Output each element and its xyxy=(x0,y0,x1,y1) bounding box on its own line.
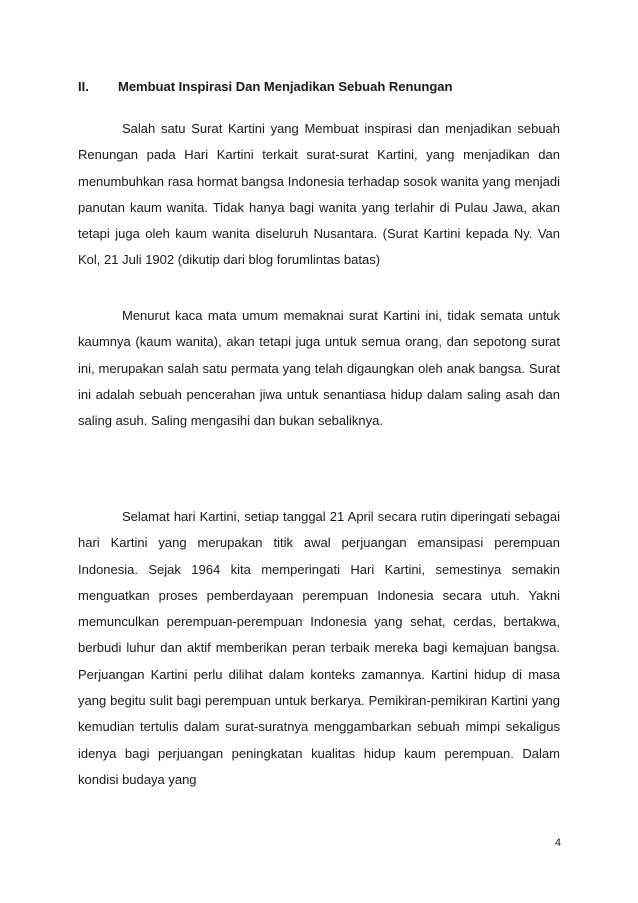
page-number: 4 xyxy=(554,837,561,849)
paragraph-1 xyxy=(78,116,560,274)
paragraph-3 xyxy=(78,504,560,793)
paragraph-text: Selamat hari Kartini, setiap tanggal 21 April secara rutin diperingati sebagai hari Kartini yang merupakan titik awal perjuangan emansipasi perempuan Indonesia. Sejak 1964 kita memperingati Hari Kartini, semestinya semakin menguatkan proses pemberdayaan perempuan Indonesia secara utuh. Yakni memunculkan perempuan-perempuan Indonesia yang sehat, cerdas, bertakwa, berbudi luhur dan aktif memberikan peran terbaik mereka bagi kemajuan bangsa. Perjuangan Kartini perlu dilihat dalam konteks zamannya. Kartini hidup di masa yang begitu sulit bagi perempuan untuk berkarya. Pemikiran-pemikiran Kartini yang kemudian tertulis dalam surat-suratnya menggambarkan sebuah mimpi sekaligus idenya bagi perjuangan peningkatan kualitas hidup kaum perempuan. Dalam kondisi budaya yang xyxy=(78,509,560,787)
paragraph-text: Menurut kaca mata umum memaknai surat Kartini ini, tidak semata untuk kaumnya (kaum wanita), akan tetapi juga untuk semua orang, dan sepotong surat ini, merupakan salah satu permata yang telah digaungkan oleh anak bangsa. Surat ini adalah sebuah pencerahan jiwa untuk senantiasa hidup dalam saling asah dan saling asuh. Saling mengasihi dan bukan sebaliknya. xyxy=(78,308,560,429)
section-heading xyxy=(78,79,452,94)
paragraph-text: Salah satu Surat Kartini yang Membuat inspirasi dan menjadikan sebuah Renungan pada Hari Kartini terkait surat-surat Kartini, yang menjadikan dan menumbuhkan rasa hormat bangsa Indonesia terhadap sosok wanita yang menjadi panutan kaum wanita. Tidak hanya bagi wanita yang terlahir di Pulau Jawa, akan tetapi juga oleh kaum wanita diseluruh Nusantara. (Surat Kartini kepada Ny. Van Kol, 21 Juli 1902 (dikutip dari blog forumlintas batas) xyxy=(78,121,560,268)
paragraph-2 xyxy=(78,303,560,434)
section-title: Membuat Inspirasi Dan Menjadikan Sebuah Renungan xyxy=(118,79,453,94)
section-number: II. xyxy=(78,79,89,94)
